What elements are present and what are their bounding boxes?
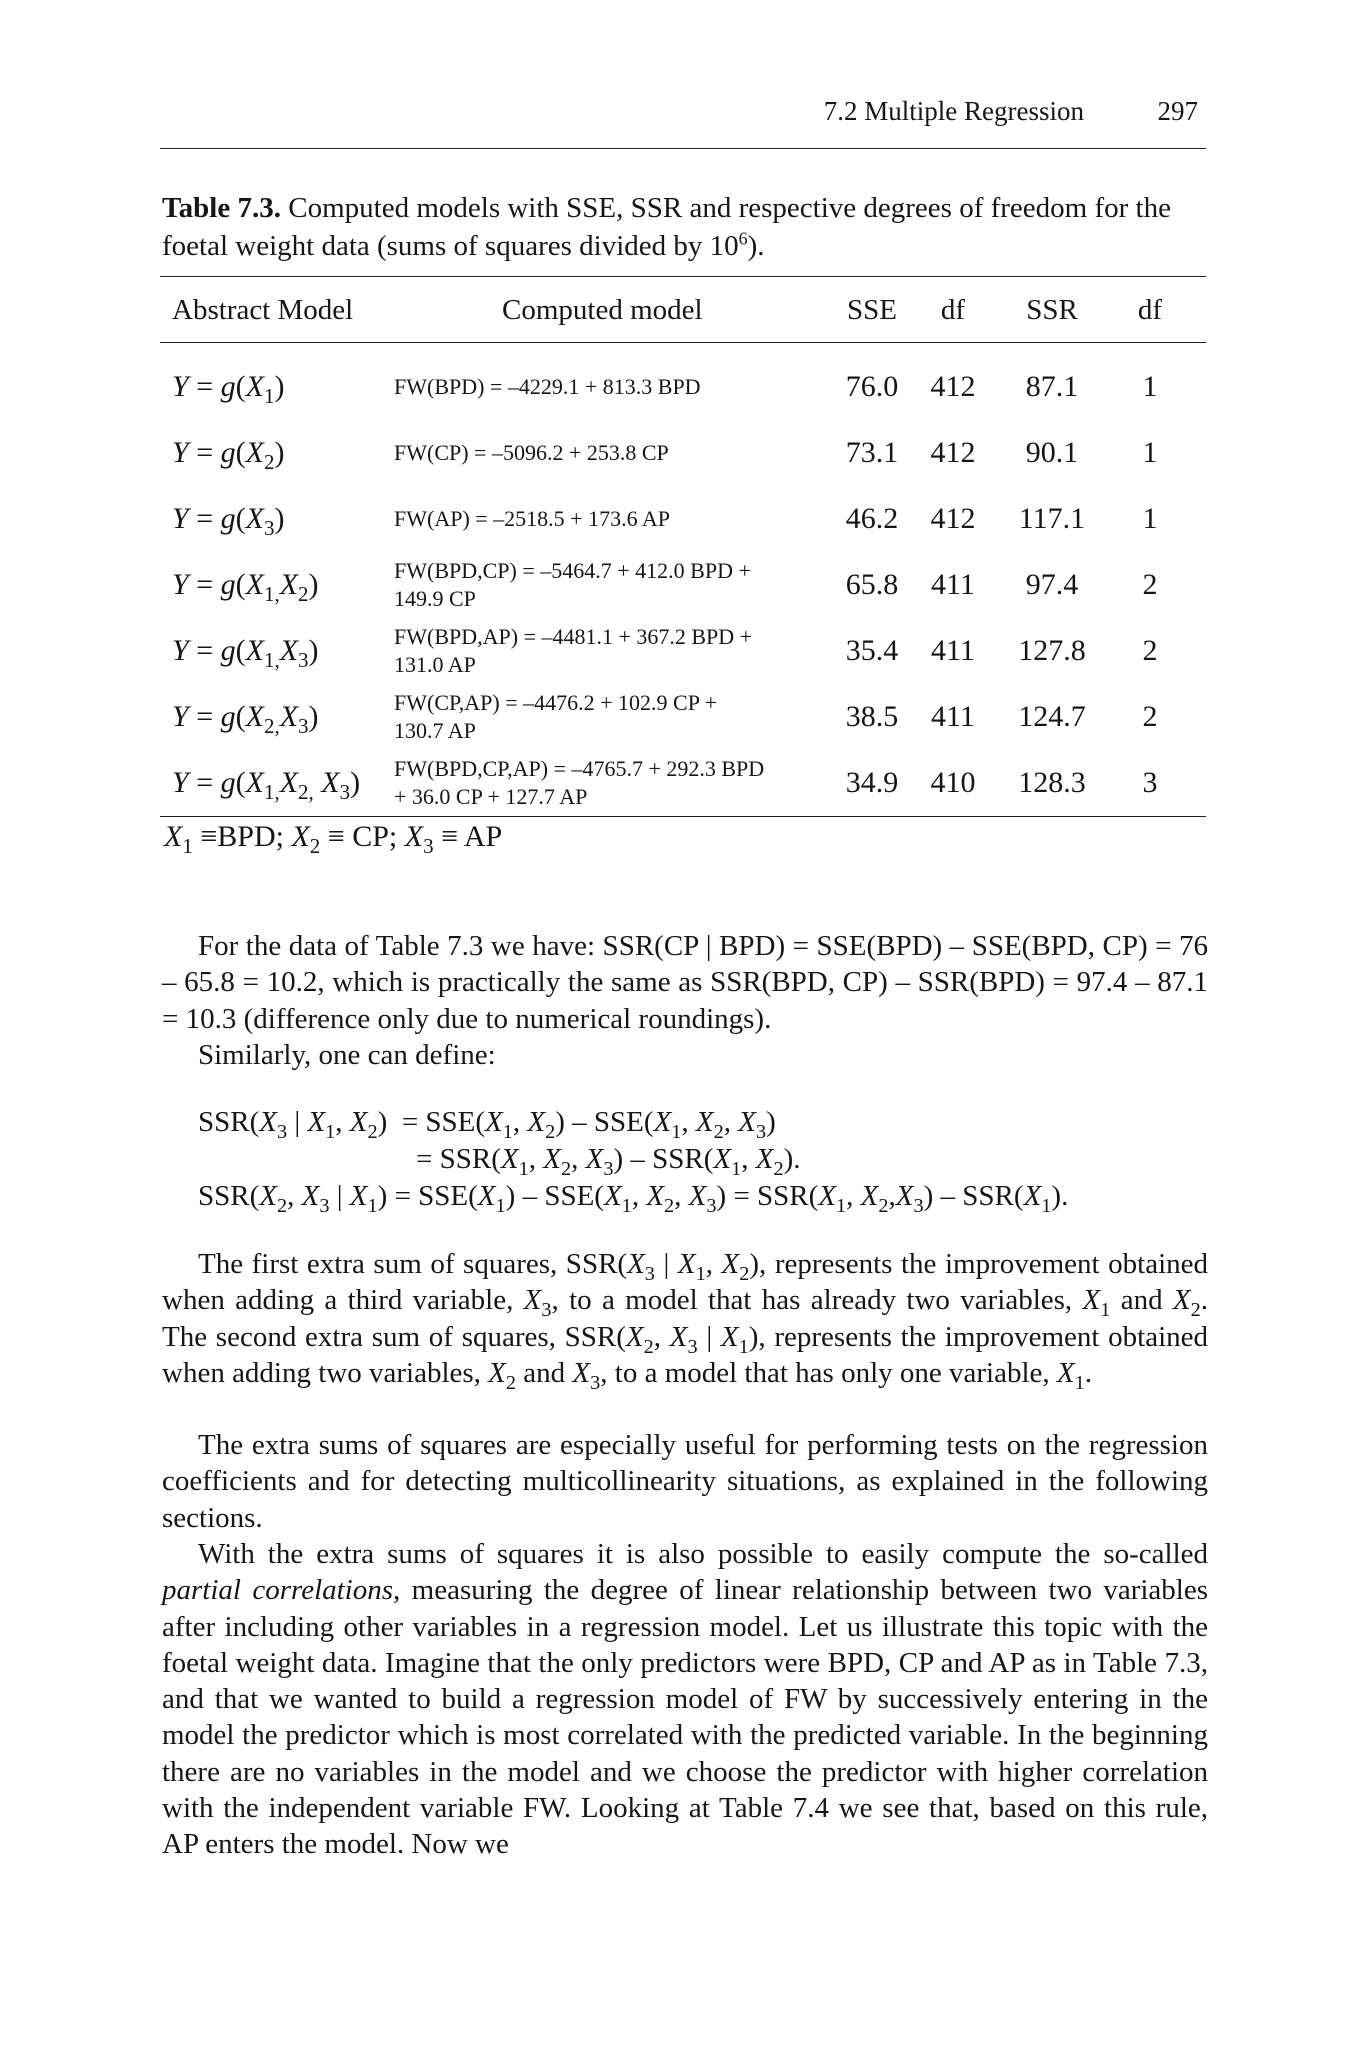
sse-cell: 76.0 [845,370,899,403]
ssr-cell: 124.7 [1018,700,1086,733]
caption-text-end: ). [747,230,765,262]
df-regression-cell: 2 [1142,634,1158,667]
header-abstract-model: Abstract Model [172,294,354,326]
table-row [160,552,1206,618]
table-label: Table 7.3. [162,192,281,224]
df-error-cell: 411 [931,568,975,601]
paragraph-text: , measuring the degree of linear relationship between two variables after including other variables in a regression model. Let us illustrate this topic with the foetal weight data. Imagine that the only predictors were BPD, CP and AP as in Table 7.3, and that we wanted to build a regression model of FW by successively entering in the model the predictor which is most correlated with the predicted variable. In the beginning there are no variables in the model and we choose the predictor with higher correlation with the independent variable FW. Looking at Table 7.4 we see that, based on this rule, AP enters the model. Now we [162,1574,1209,1861]
caption-text: Computed models with SSE, SSR and respective degrees of freedom for the foetal weight data (sums of squares divided by 10 [162,192,1171,262]
ssr-cell: 87.1 [1025,370,1079,403]
ssr-cell: 117.1 [1018,502,1086,535]
table-footnote: $X_1 \equiv BPD$; $X_2$ ≡ CP; $X_3$ ≡ AP [164,820,503,858]
table-top-rule [160,276,1206,277]
df-regression-cell: 2 [1142,700,1158,733]
paragraph-ssr-example: For the data of Table 7.3 we have: SSR(CP | BPD) = SSE(BPD) – SSE(BPD, CP) = 76 – 65.8 = 10.2, which is practically the same as SSR(BPD, CP) – SSR(BPD) = 97.4 – 87.1 = 10.3 (difference only due to numerical roundings). [162,930,1208,1035]
abstract-model-cell: $Y = g(X_1)$ [172,370,285,408]
table-row [160,618,1206,684]
caption-exponent: 6 [738,228,748,249]
sse-cell: 38.5 [845,700,899,733]
extra-sum-equations [198,1104,1208,1224]
df-regression-cell: 1 [1142,370,1158,403]
abstract-model-cell: $Y = g(X_{1,}X_2)$ [172,568,319,606]
table-row [160,420,1206,486]
computed-model-cell: FW(AP) = –2518.5 + 173.6 AP [394,506,670,531]
sse-cell: 65.8 [845,568,899,601]
equation-line-1: $SSR(X_3$ | $X_1$, $X_2) = SSE(X_1$, $X_2) - SSE(X_1$, $X_2$, $X_3$) [198,1106,776,1143]
paragraph-partial-correlations [162,1536,1208,1863]
header-df-error: df [940,294,966,326]
df-error-cell: 410 [930,766,976,799]
df-error-cell: 412 [930,436,976,469]
header-df-regression: df [1137,294,1163,326]
abstract-model-cell: $Y = g(X_3)$ [172,502,285,540]
table-header-rule [160,342,1206,343]
regression-table [160,276,1206,858]
emphasis-term: partial correlations [162,1574,394,1607]
equation-line-3: $SSR(X_2$, $X_3$ | $X_1) = SSE(X_1) - SSE(X_1$, $X_2$, $X_3) = SSR(X_1$, $X_2,X_3) - SSR(X_1)$. [198,1180,1069,1217]
paragraph-similarly: Similarly, one can define: [198,1039,496,1071]
computed-model-cell: FW(BPD) = –4229.1 + 813.3 BPD [394,374,701,399]
abstract-model-cell: $Y = g(X_{1,}X_3)$ [172,634,319,672]
table-row [160,486,1206,552]
abstract-model-cell: $Y = g(X_{1,}X_{2,}$ $X_3$) [172,766,361,804]
ssr-cell: 128.3 [1018,766,1086,799]
table-row [160,750,1206,816]
table-row [160,684,1206,750]
table-bottom-rule [160,816,1206,817]
header-computed-model: Computed model [502,294,703,326]
ssr-cell: 90.1 [1025,436,1079,469]
paragraph-extra-sum-interpretation: The first extra sum of squares, $SSR(X_3$ | $X_1$, $X_2$), represents the improvement obtained when adding a third variable, $X_3$, to a model that has already two variables, $X_1$ and $X_2$. The second extra sum of squares, $SSR(X_2$, $X_3$ | $X_1$), represents the improvement obtained when adding two variables, $X_2$ and $X_3$, to a model that has only one variable, $X_1$. [162,1248,1209,1394]
header-ssr: SSR [1026,294,1078,326]
computed-model-cell: FW(BPD,CP) = –5464.7 + 412.0 BPD + 149.9 CP [394,558,751,611]
paragraph-usefulness: The extra sums of squares are especially useful for performing tests on the regression coefficients and for detecting multicollinearity situations, as explained in the following sections. [162,1429,1208,1534]
paragraph-text: With the extra sums of squares it is also possible to easily compute the so-called [198,1538,1208,1570]
df-regression-cell: 3 [1142,766,1158,799]
sse-cell: 46.2 [845,502,899,535]
df-regression-cell: 1 [1142,502,1158,535]
ssr-cell: 127.8 [1018,634,1086,667]
abstract-model-cell: $Y = g(X_{2,}X_3)$ [172,700,319,738]
computed-model-cell: FW(CP) = –5096.2 + 253.8 CP [394,440,669,465]
header-sse: SSE [847,294,897,326]
table-row [160,354,1206,420]
running-head-section: 7.2 Multiple Regression [823,96,1084,126]
df-regression-cell: 2 [1142,568,1158,601]
table-caption [162,189,1208,265]
df-regression-cell: 1 [1142,436,1158,469]
df-error-cell: 411 [931,700,975,733]
page-number: 297 [1157,96,1198,126]
computed-model-cell: FW(CP,AP) = –4476.2 + 102.9 CP + 130.7 AP [394,690,718,743]
abstract-model-cell: $Y = g(X_2)$ [172,436,285,474]
running-head [160,96,1204,138]
sse-cell: 73.1 [845,436,899,469]
header-rule [160,148,1206,149]
sse-cell: 34.9 [845,766,899,799]
computed-model-cell: FW(BPD,CP,AP) = –4765.7 + 292.3 BPD + 36.0 CP + 127.7 AP [394,756,765,809]
df-error-cell: 411 [931,634,975,667]
computed-model-cell: FW(BPD,AP) = –4481.1 + 367.2 BPD + 131.0 AP [394,624,753,677]
sse-cell: 35.4 [845,634,899,667]
equation-line-2: = $SSR(X_1$, $X_2$, $X_3) - SSR(X_1$, $X_2$). [416,1143,801,1180]
df-error-cell: 412 [930,502,976,535]
df-error-cell: 412 [930,370,976,403]
ssr-cell: 97.4 [1025,568,1079,601]
